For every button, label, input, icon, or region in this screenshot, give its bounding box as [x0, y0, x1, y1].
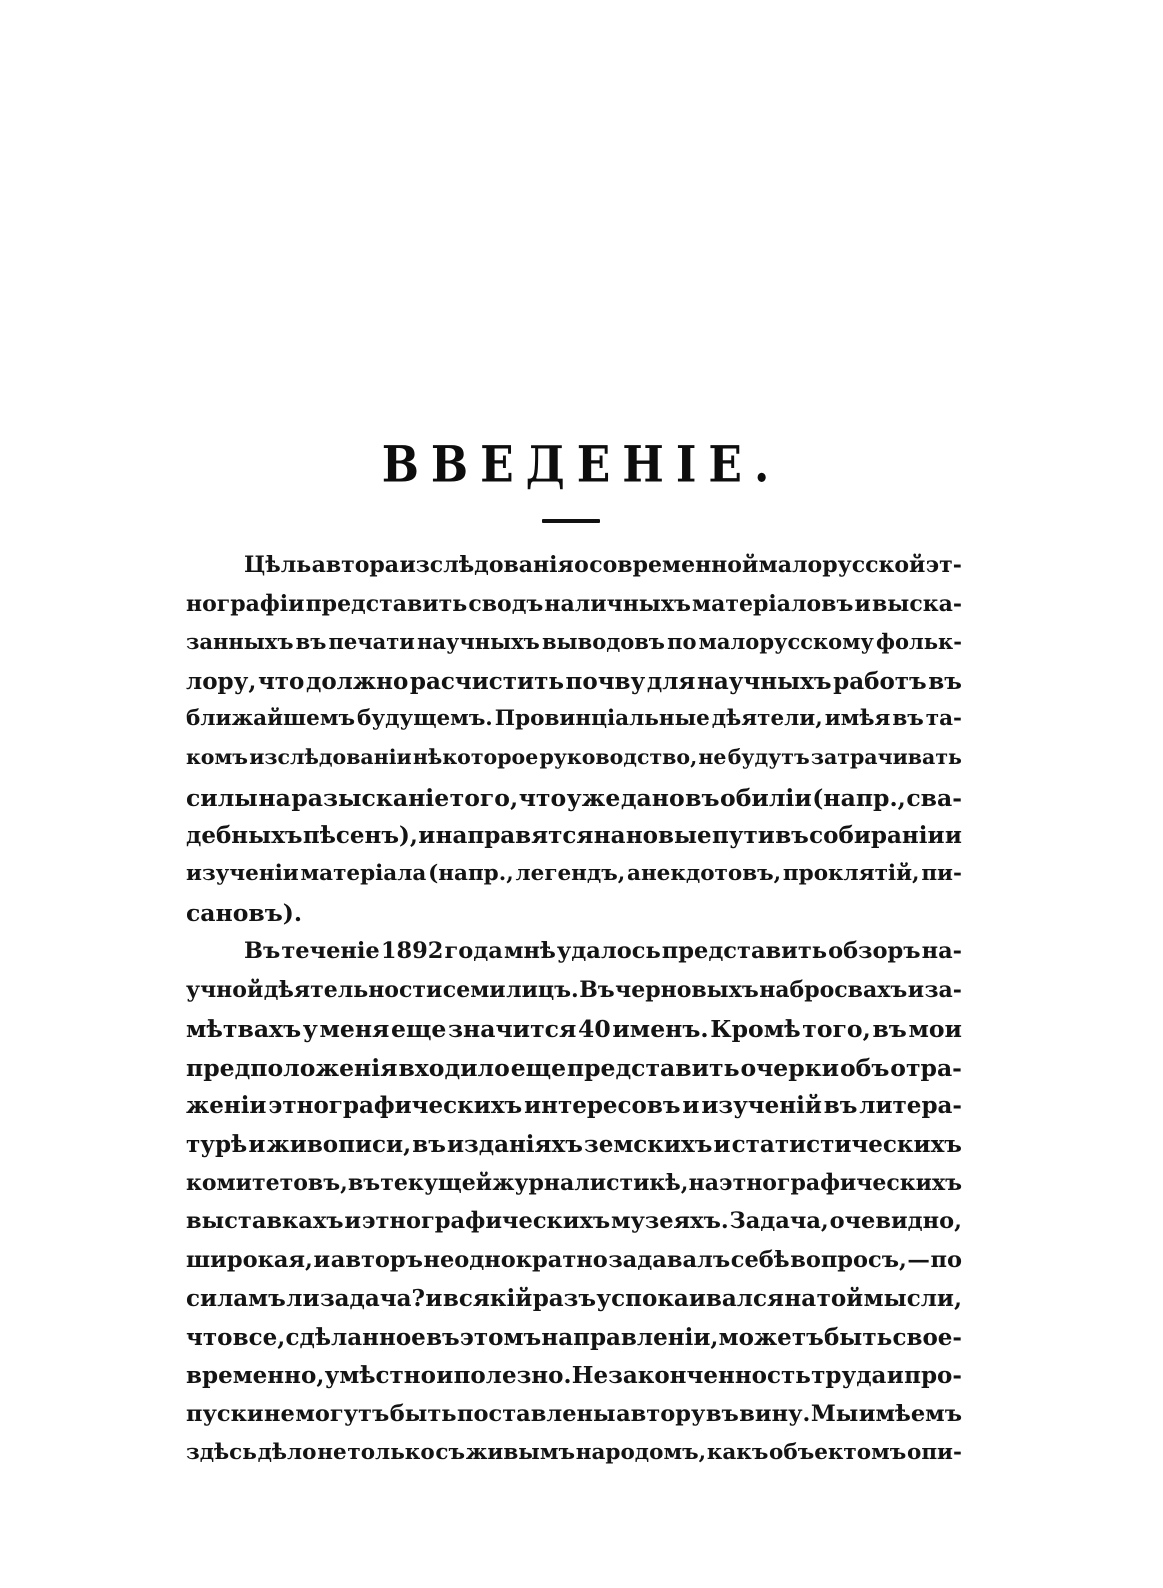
text-line: пуски не могутъ быть поставлены автору въ вину. Мы имѣемъ [186, 1401, 962, 1428]
text-line: что все, сдѣланное въ этомъ направленіи, можетъ быть свое- [186, 1323, 962, 1351]
title-rule [542, 519, 600, 523]
text-line: Цѣль автора изслѣдованія о современной малорусской эт- [244, 552, 962, 578]
text-line: ближайшемъ будущемъ. Провинціальные дѣятели, имѣя въ та- [186, 706, 962, 732]
text-line: сановъ). [186, 899, 303, 928]
text-line: изученіи матеріала (напр., легендъ, анекдотовъ, проклятій, пи- [186, 860, 962, 886]
body-text [186, 552, 962, 1478]
text-line: нографіи представить сводъ наличныхъ матеріаловъ и выска- [186, 590, 962, 617]
text-line: комъ изслѣдованіи нѣкоторое руководство, не будутъ затрачивать [186, 744, 962, 769]
text-line: турѣ и живописи, въ изданіяхъ земскихъ и статистическихъ [186, 1130, 962, 1158]
chapter-title: ВВЕДЕНІЕ. [381, 436, 782, 494]
text-line: занныхъ въ печати научныхъ выводовъ по малорусскому фольк- [186, 629, 962, 655]
text-line: женіи этнографическихъ интересовъ и изученій въ литера- [186, 1092, 962, 1120]
text-line: Въ теченіе 1892 года мнѣ удалось представить обзоръ на- [244, 937, 962, 964]
text-line: здѣсь дѣло не только съ живымъ народомъ, какъ объектомъ опи- [186, 1439, 962, 1465]
text-line: выставкахъ и этнографическихъ музеяхъ. Задача, очевидно, [186, 1208, 962, 1235]
text-line: силы на разысканіе того, что уже дано въ обиліи (напр., сва- [186, 783, 962, 812]
text-line: учной дѣятельности семи лицъ. Въ черновыхъ набросвахъ и за- [186, 976, 962, 1003]
text-line: комитетовъ, въ текущей журналистикѣ, на этнографическихъ [186, 1169, 962, 1196]
text-line: дебныхъ пѣсенъ), и направятся на новые пути въ собираніи и [186, 822, 962, 850]
text-line: предположенія входило еще представить очерки объ отра- [186, 1053, 962, 1082]
text-line: силамъ ли задача? и всякій разъ успокаивался на той мысли, [186, 1285, 962, 1313]
text-line: лору, что должно расчистить почву для научныхъ работъ въ [186, 667, 962, 695]
text-line: мѣтвахъ у меня еще значится 40 именъ. Кромѣ того, въ мои [186, 1015, 962, 1044]
text-line: широкая, и авторъ неоднократно задавалъ себѣ вопросъ, — по [186, 1246, 962, 1273]
text-line: временно, умѣстно и полезно. Незаконченность труда и про- [186, 1362, 962, 1390]
